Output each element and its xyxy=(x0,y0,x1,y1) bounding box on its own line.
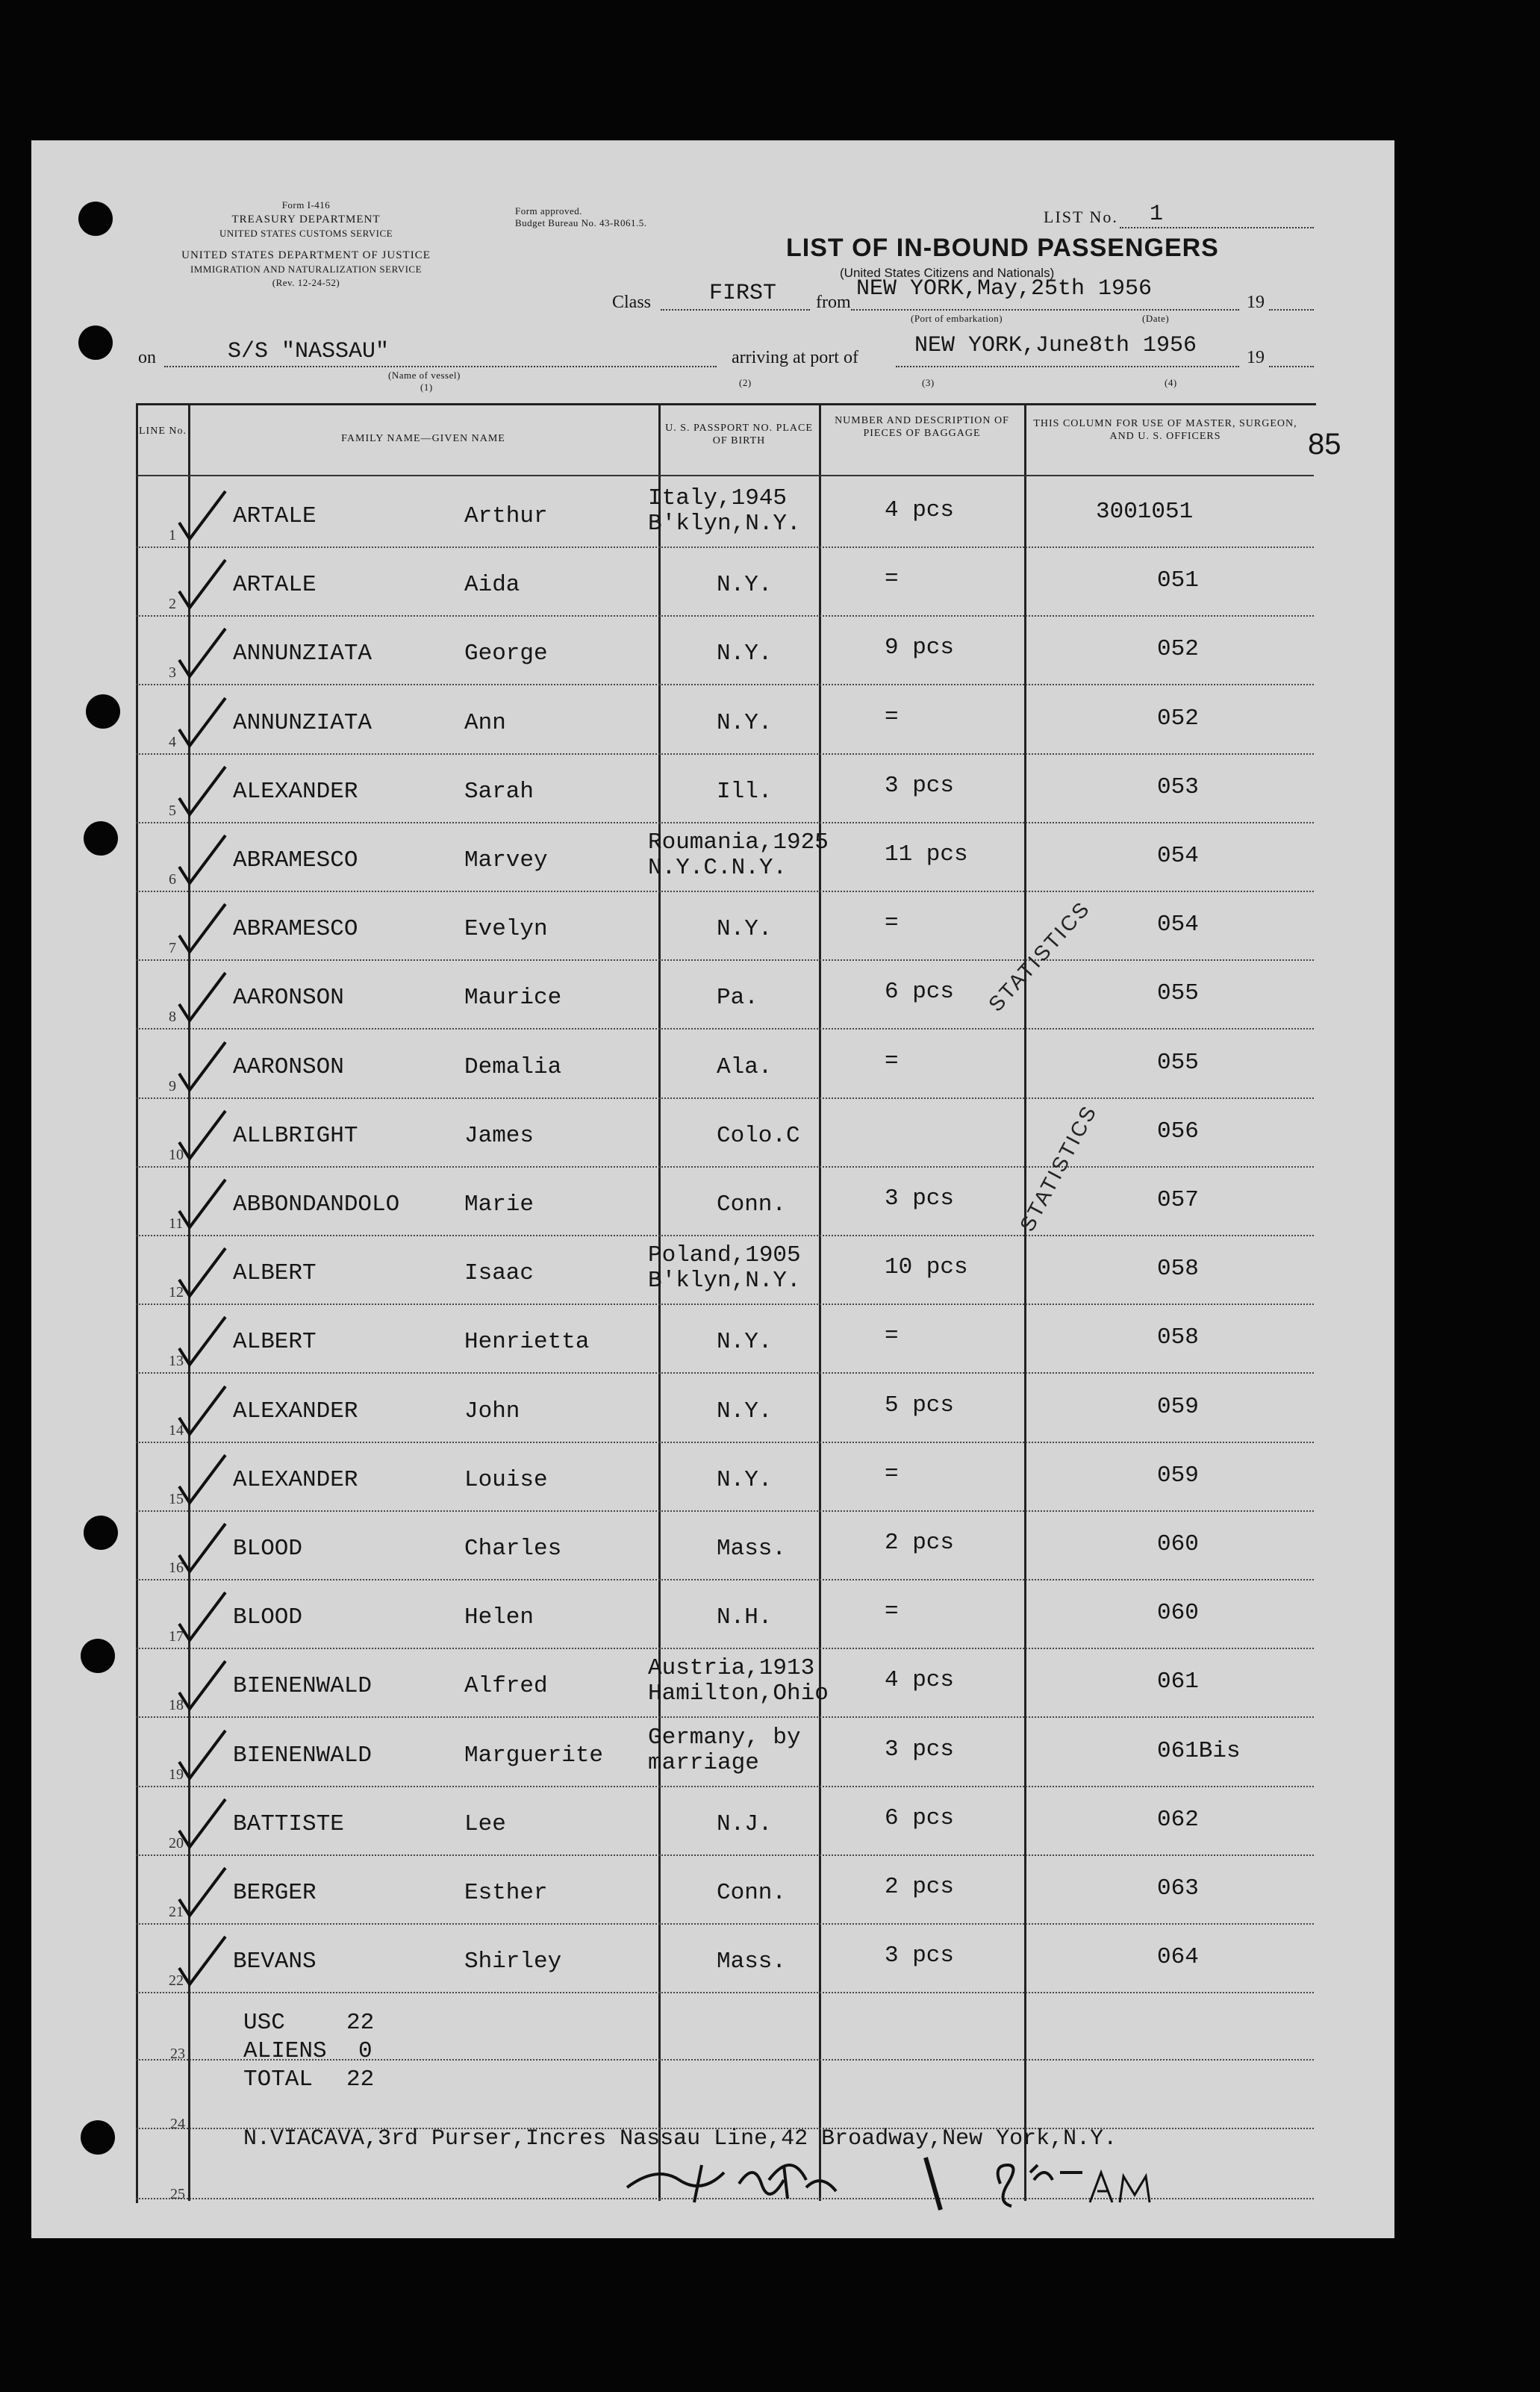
check-mark-icon xyxy=(173,1860,233,1920)
table-row xyxy=(0,1857,1540,1926)
baggage-count: = xyxy=(885,566,899,592)
place-of-birth-line2: Hamilton,Ohio xyxy=(648,1681,829,1707)
given-name: Marvey xyxy=(464,847,548,873)
line-number: 5 xyxy=(169,803,176,819)
col-header-name: FAMILY NAME—GIVEN NAME xyxy=(341,433,505,444)
given-name: Louise xyxy=(464,1467,548,1493)
revision-date: (Rev. 12-24-52) xyxy=(272,277,340,288)
place-of-birth: Italy,1945 xyxy=(648,485,788,511)
table-row xyxy=(0,1789,1540,1857)
baggage-count: = xyxy=(885,910,899,936)
given-name: Shirley xyxy=(464,1949,562,1975)
row-separator xyxy=(136,1304,1314,1305)
family-name: BIENENWALD xyxy=(233,1742,372,1769)
row-separator xyxy=(136,1372,1314,1374)
line-number: 7 xyxy=(169,940,176,956)
row-separator xyxy=(136,959,1314,961)
line-number: 17 xyxy=(169,1628,184,1645)
statistics-stamp: STATISTICS xyxy=(1015,1100,1102,1236)
given-name: John xyxy=(464,1398,520,1424)
baggage-count: 3 pcs xyxy=(885,1943,955,1969)
line-number: 15 xyxy=(169,1491,184,1507)
row-separator xyxy=(136,1716,1314,1718)
table-row xyxy=(0,688,1540,756)
row-separator xyxy=(136,1923,1314,1925)
row-separator xyxy=(136,1097,1314,1099)
officer-number: 063 xyxy=(1157,1875,1199,1902)
table-row xyxy=(0,825,1540,894)
table-row xyxy=(0,756,1540,825)
aliens-count: 0 xyxy=(358,2038,372,2064)
family-name: ALLBRIGHT xyxy=(233,1123,358,1149)
given-name: Aida xyxy=(464,572,520,598)
statistics-stamp: STATISTICS xyxy=(984,896,1095,1016)
page-title: LIST OF IN-BOUND PASSENGERS xyxy=(786,234,1219,262)
officer-number: 055 xyxy=(1157,980,1199,1006)
check-mark-icon xyxy=(173,1723,233,1783)
table-row xyxy=(0,1651,1540,1719)
baggage-count: 5 pcs xyxy=(885,1392,955,1418)
officer-number: 057 xyxy=(1157,1187,1199,1213)
baggage-count: = xyxy=(885,1461,899,1487)
table-row xyxy=(0,1376,1540,1445)
place-of-birth: Mass. xyxy=(717,1536,787,1562)
caption-4: (4) xyxy=(1165,377,1177,388)
family-name: ALBERT xyxy=(233,1260,317,1286)
family-name: BLOOD xyxy=(233,1604,303,1631)
given-name: Esther xyxy=(464,1880,548,1906)
row-separator xyxy=(136,1235,1314,1236)
family-name: ARTALE xyxy=(233,572,317,598)
check-mark-icon xyxy=(173,1448,233,1507)
given-name: Demalia xyxy=(464,1054,562,1080)
table-row xyxy=(0,1926,1540,1995)
place-of-birth: N.Y. xyxy=(717,641,773,667)
row-separator xyxy=(136,1854,1314,1856)
caption-2: (2) xyxy=(739,377,752,388)
row-separator xyxy=(136,1166,1314,1168)
baggage-count: 2 pcs xyxy=(885,1874,955,1900)
officer-number: 062 xyxy=(1157,1807,1199,1833)
place-of-birth: N.Y. xyxy=(717,1467,773,1493)
line-number: 24 xyxy=(170,2116,185,2132)
family-name: BLOOD xyxy=(233,1536,303,1562)
baggage-count: 10 pcs xyxy=(885,1254,968,1280)
row-separator xyxy=(136,684,1314,685)
place-of-birth: N.Y. xyxy=(717,916,773,942)
col-header-line-no: LINE No. xyxy=(139,426,187,437)
table-row xyxy=(0,1238,1540,1306)
family-name: BERGER xyxy=(233,1880,317,1906)
line-number: 13 xyxy=(169,1353,184,1369)
check-mark-icon xyxy=(173,1654,233,1713)
family-name: AARONSON xyxy=(233,1054,344,1080)
table-row xyxy=(0,549,1540,618)
port-embarkation-caption: (Port of embarkation) xyxy=(911,313,1003,324)
form-number: Form I-416 xyxy=(281,199,331,211)
officer-number: 052 xyxy=(1157,706,1199,732)
officer-number: 058 xyxy=(1157,1256,1199,1282)
given-name: Marguerite xyxy=(464,1742,604,1769)
given-name: Alfred xyxy=(464,1673,548,1699)
family-name: ALEXANDER xyxy=(233,1467,358,1493)
baggage-count: = xyxy=(885,1048,899,1074)
line-number: 2 xyxy=(169,596,176,612)
line-number: 25 xyxy=(170,2186,185,2202)
table-row xyxy=(0,618,1540,687)
row-separator xyxy=(136,1028,1314,1030)
caption-3: (3) xyxy=(922,377,935,388)
given-name: Henrietta xyxy=(464,1329,590,1355)
place-of-birth: N.Y. xyxy=(717,1398,773,1424)
place-of-birth: N.Y. xyxy=(717,710,773,736)
row-separator xyxy=(136,1786,1314,1787)
officer-number: 054 xyxy=(1157,843,1199,869)
row-separator xyxy=(136,753,1314,755)
place-of-birth: Colo.C xyxy=(717,1123,800,1149)
officer-number: 060 xyxy=(1157,1600,1199,1626)
aliens-label: ALIENS xyxy=(243,2038,327,2064)
place-of-birth-line2: N.Y.C.N.Y. xyxy=(648,855,788,881)
officer-number: 064 xyxy=(1157,1944,1199,1970)
table-row xyxy=(0,1720,1540,1789)
check-mark-icon xyxy=(173,1172,233,1232)
line-number: 11 xyxy=(169,1215,184,1232)
family-name: ANNUNZIATA xyxy=(233,710,372,736)
header-divider xyxy=(136,475,1314,476)
given-name: James xyxy=(464,1123,534,1149)
officer-number: 052 xyxy=(1157,636,1199,662)
baggage-count: 6 pcs xyxy=(885,979,955,1005)
baggage-count: = xyxy=(885,1598,899,1625)
given-name: Maurice xyxy=(464,985,562,1011)
class-value: FIRST xyxy=(709,281,777,306)
table-row xyxy=(0,894,1540,962)
on-label: on xyxy=(138,348,156,367)
place-of-birth-line2: B'klyn,N.Y. xyxy=(648,1268,801,1294)
officer-number: 051 xyxy=(1157,567,1199,594)
line-number: 21 xyxy=(169,1904,184,1920)
baggage-count: = xyxy=(885,704,899,730)
line-number: 8 xyxy=(169,1009,176,1025)
family-name: ABRAMESCO xyxy=(233,847,358,873)
officer-number: 058 xyxy=(1157,1324,1199,1351)
table-row xyxy=(0,1582,1540,1651)
col-header-officers: THIS COLUMN FOR USE OF MASTER, SURGEON, AND U. S. OFFICERS xyxy=(1033,418,1297,442)
row-separator xyxy=(136,822,1314,823)
arrival-port-date: NEW YORK,June8th 1956 xyxy=(914,333,1197,358)
baggage-count: 11 pcs xyxy=(885,841,968,868)
from-port-date: NEW YORK,May,25th 1956 xyxy=(856,276,1153,302)
check-mark-icon xyxy=(173,1929,233,1989)
table-row xyxy=(0,1169,1540,1238)
class-label: Class xyxy=(612,293,652,312)
row-separator xyxy=(136,615,1314,617)
row-separator xyxy=(136,546,1314,548)
table-row xyxy=(0,481,1540,549)
total-label: TOTAL xyxy=(243,2066,314,2093)
treasury-line: TREASURY DEPARTMENT xyxy=(231,214,381,225)
form-approved: Form approved. xyxy=(515,205,583,217)
arriving-label: arriving at port of xyxy=(732,348,858,367)
given-name: Marie xyxy=(464,1192,534,1218)
officer-number: 059 xyxy=(1157,1394,1199,1420)
line-number: 3 xyxy=(169,664,176,681)
row-separator xyxy=(136,1992,1314,1993)
place-of-birth: Conn. xyxy=(717,1880,787,1906)
check-mark-icon xyxy=(173,965,233,1025)
row-separator xyxy=(136,1648,1314,1649)
place-of-birth: Austria,1913 xyxy=(648,1655,815,1681)
given-name: Ann xyxy=(464,710,506,736)
baggage-count: 6 pcs xyxy=(885,1805,955,1831)
place-of-birth: N.Y. xyxy=(717,572,773,598)
family-name: ALBERT xyxy=(233,1329,317,1355)
family-name: BEVANS xyxy=(233,1949,317,1975)
table-row xyxy=(0,962,1540,1031)
line-number: 12 xyxy=(169,1284,184,1301)
baggage-count: 4 pcs xyxy=(885,1667,955,1693)
place-of-birth: Ala. xyxy=(717,1054,773,1080)
place-of-birth: Pa. xyxy=(717,985,758,1011)
family-name: BATTISTE xyxy=(233,1811,344,1837)
table-row xyxy=(0,1513,1540,1582)
officer-number: 053 xyxy=(1157,774,1199,800)
given-name: George xyxy=(464,641,548,667)
vessel-name: S/S "NASSAU" xyxy=(228,339,390,364)
family-name: AARONSON xyxy=(233,985,344,1011)
check-mark-icon xyxy=(173,828,233,888)
punch-hole xyxy=(81,2120,115,2155)
line-number: 18 xyxy=(169,1697,184,1713)
row-separator xyxy=(136,891,1314,892)
baggage-count: 9 pcs xyxy=(885,635,955,661)
check-mark-icon xyxy=(173,1103,233,1163)
given-name: Lee xyxy=(464,1811,506,1837)
budget-bureau: Budget Bureau No. 43-R061.5. xyxy=(515,217,647,228)
place-of-birth-line2: marriage xyxy=(648,1750,759,1776)
caption-1: (1) xyxy=(420,381,433,393)
line-number: 1 xyxy=(169,527,176,544)
baggage-count: = xyxy=(885,1323,899,1349)
line-number: 14 xyxy=(169,1422,184,1439)
officer-number: 3001051 xyxy=(1096,499,1194,525)
check-mark-icon xyxy=(173,1309,233,1369)
total-count: 22 xyxy=(346,2066,375,2093)
line-number: 9 xyxy=(169,1078,176,1094)
row-separator xyxy=(136,1442,1314,1443)
check-mark-icon xyxy=(173,1516,233,1576)
line-number: 4 xyxy=(169,734,176,750)
check-mark-icon xyxy=(173,759,233,819)
check-mark-icon xyxy=(173,1792,233,1851)
officer-number: 061 xyxy=(1157,1669,1199,1695)
officer-number: 061Bis xyxy=(1157,1738,1241,1764)
line-number: 19 xyxy=(169,1766,184,1783)
punch-hole xyxy=(78,202,113,236)
place-of-birth: Poland,1905 xyxy=(648,1242,801,1268)
usc-count: 22 xyxy=(346,2010,375,2036)
row-separator xyxy=(136,1579,1314,1580)
given-name: Charles xyxy=(464,1536,562,1562)
given-name: Sarah xyxy=(464,779,534,805)
baggage-count: 4 pcs xyxy=(885,497,955,523)
check-mark-icon xyxy=(173,897,233,956)
list-label: LIST No. xyxy=(1044,208,1118,226)
check-mark-icon xyxy=(173,621,233,681)
officer-number: 055 xyxy=(1157,1050,1199,1076)
baggage-count: 3 pcs xyxy=(885,1737,955,1763)
place-of-birth: N.H. xyxy=(717,1604,773,1631)
table-row xyxy=(0,1032,1540,1100)
list-number: 1 xyxy=(1150,202,1164,227)
given-name: Helen xyxy=(464,1604,534,1631)
table-row xyxy=(0,1306,1540,1375)
vessel-caption: (Name of vessel) xyxy=(388,370,461,381)
justice-line: UNITED STATES DEPARTMENT OF JUSTICE xyxy=(181,249,431,261)
handwritten-signature xyxy=(612,2150,1179,2217)
family-name: BIENENWALD xyxy=(233,1673,372,1699)
check-mark-icon xyxy=(173,1585,233,1645)
line-number: 20 xyxy=(169,1835,184,1851)
officer-number: 059 xyxy=(1157,1463,1199,1489)
check-mark-icon xyxy=(173,484,233,544)
line-number: 23 xyxy=(170,2046,185,2062)
year-prefix: 19 xyxy=(1247,293,1265,312)
check-mark-icon xyxy=(173,1241,233,1301)
place-of-birth: Ill. xyxy=(717,779,773,805)
check-mark-icon xyxy=(173,1379,233,1439)
place-of-birth-line2: B'klyn,N.Y. xyxy=(648,511,801,537)
family-name: ALEXANDER xyxy=(233,779,358,805)
officer-number: 054 xyxy=(1157,912,1199,938)
place-of-birth: Mass. xyxy=(717,1949,787,1975)
given-name: Evelyn xyxy=(464,916,548,942)
page-number: 85 xyxy=(1308,428,1341,461)
baggage-count: 3 pcs xyxy=(885,1186,955,1212)
line-number: 10 xyxy=(169,1147,184,1163)
table-row xyxy=(0,1445,1540,1513)
from-label: from xyxy=(816,293,851,312)
line-number: 16 xyxy=(169,1560,184,1576)
given-name: Arthur xyxy=(464,503,548,529)
line-number: 22 xyxy=(169,1972,184,1989)
date-caption: (Date) xyxy=(1142,313,1170,324)
family-name: ANNUNZIATA xyxy=(233,641,372,667)
ins-line: IMMIGRATION AND NATURALIZATION SERVICE xyxy=(190,264,423,275)
row-separator xyxy=(136,1510,1314,1512)
family-name: ABBONDANDOLO xyxy=(233,1192,400,1218)
col-header-passport: U. S. PASSPORT NO. PLACE OF BIRTH xyxy=(665,423,813,446)
year-prefix-2: 19 xyxy=(1247,348,1265,367)
check-mark-icon xyxy=(173,552,233,612)
place-of-birth: N.J. xyxy=(717,1811,773,1837)
family-name: ABRAMESCO xyxy=(233,916,358,942)
baggage-count: 2 pcs xyxy=(885,1530,955,1556)
check-mark-icon xyxy=(173,691,233,750)
place-of-birth: N.Y. xyxy=(717,1329,773,1355)
family-name: ARTALE xyxy=(233,503,317,529)
place-of-birth: Roumania,1925 xyxy=(648,829,829,856)
given-name: Isaac xyxy=(464,1260,534,1286)
punch-hole xyxy=(78,326,113,360)
page-subtitle: (United States Citizens and Nationals) xyxy=(840,266,1055,280)
usc-label: USC xyxy=(243,2010,285,2036)
officer-number: 056 xyxy=(1157,1118,1199,1144)
purser-signature-line: N.VIACAVA,3rd Purser,Incres Nassau Line,42 Broadway,New York,N.Y. xyxy=(243,2126,1117,2152)
place-of-birth: Conn. xyxy=(717,1192,787,1218)
family-name: ALEXANDER xyxy=(233,1398,358,1424)
customs-line: UNITED STATES CUSTOMS SERVICE xyxy=(219,228,393,239)
baggage-count: 3 pcs xyxy=(885,773,955,799)
table-row xyxy=(0,1100,1540,1169)
col-header-baggage: NUMBER AND DESCRIPTION OF PIECES OF BAGGAGE xyxy=(835,415,1009,439)
check-mark-icon xyxy=(173,1035,233,1094)
place-of-birth: Germany, by xyxy=(648,1725,801,1751)
line-number: 6 xyxy=(169,871,176,888)
officer-number: 060 xyxy=(1157,1531,1199,1557)
